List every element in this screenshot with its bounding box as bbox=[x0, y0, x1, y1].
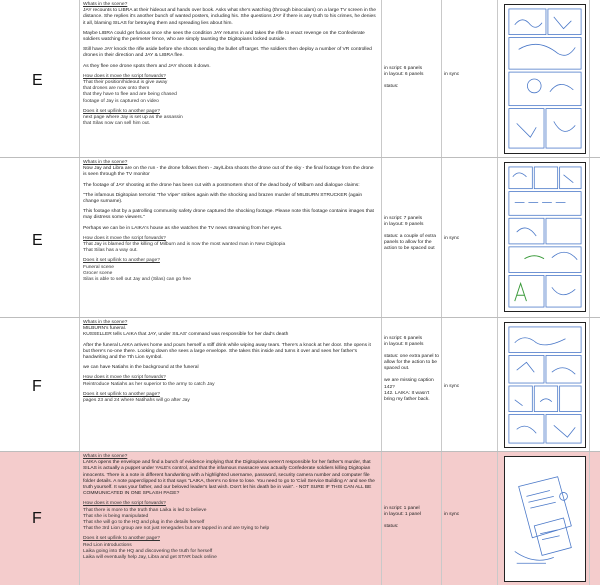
scene-paragraph: As they flee one drone spots them and JAY shoots it down. bbox=[83, 63, 211, 69]
sync-cell bbox=[442, 318, 498, 451]
page-letter-cell bbox=[0, 158, 80, 317]
page-letter: F bbox=[32, 510, 42, 527]
forwards-item: that drones are now onto them bbox=[83, 86, 150, 92]
note-line: 142. LAIKA: It wasn't bring my father back. bbox=[384, 390, 430, 402]
page-sketch-thumbnail bbox=[504, 322, 586, 448]
question-forwards: How does it move the script forwards? bbox=[83, 73, 166, 79]
panels-in-script: in script: 6 panels bbox=[384, 336, 423, 341]
status-label: status: bbox=[384, 354, 399, 360]
page-letter: E bbox=[32, 72, 43, 89]
scene-paragraph: Now Jay and Libra are on the run - the drone follows them - Jay/Libra shoots the drone out of the sky - the final footage from the drone is seen through the TV monitor bbox=[83, 166, 374, 178]
sync-cell bbox=[442, 158, 498, 317]
empty-cell bbox=[590, 452, 600, 585]
forwards-item: That she will go to the HQ and plug in the details herself bbox=[83, 520, 205, 526]
link-item: pages 23 and 24 where Natihahs will go after Jay bbox=[83, 398, 190, 404]
question-links: Does it set up/link to another page? bbox=[83, 108, 160, 114]
scene-description-cell bbox=[80, 158, 382, 317]
link-item: Funeral scene bbox=[83, 264, 114, 270]
page-letter-cell bbox=[0, 318, 80, 451]
link-item: next page where Jay is set up as the assassin bbox=[83, 115, 183, 121]
scene-paragraph: After the funeral LAIKA arrives home and pours herself a stiff drink while wiping away tears. There's a knock at her door. She opens it but there's no-one there. Looking down she sees a large envelope. She takes this inside and turns it over and sees her father's handwriting and the 7th Lion symbol. bbox=[83, 342, 371, 361]
status-line bbox=[384, 234, 439, 252]
page-letter: E bbox=[32, 232, 43, 249]
forwards-item: That she is being manipulated bbox=[83, 513, 149, 519]
question-scene: Whats in the scene? bbox=[83, 320, 128, 325]
scene-paragraph: JAY recounts to LIBRA at their hideout and hands over book. Asks what she's watching (through binoculars) on a large TV screen in the distance. She replies it's another bunch of wanted posters, including his. She questions JAY if there is any truth to his crimes, he denies it all, blaming SILAS for betraying them and spreading lies about him. bbox=[83, 8, 376, 26]
forwards-item: That the 3rd Lion group are not just renegades but are tapped in and are trying to help bbox=[83, 526, 270, 532]
link-item: that Silas now can sell him out. bbox=[83, 121, 151, 127]
panel-count-cell bbox=[382, 0, 442, 157]
link-item: Red Lion introductions bbox=[83, 542, 132, 548]
link-item: Laika going into the HQ and discovering the truth for herself bbox=[83, 548, 213, 554]
scene-paragraph: KUSSELLER tells LAIKA that JAY, under SILAS' command was responsible for her dad's death bbox=[83, 332, 289, 338]
page-sketch-thumbnail bbox=[504, 456, 586, 582]
question-forwards: How does it move the script forwards? bbox=[83, 235, 166, 241]
panel-count-cell bbox=[382, 158, 442, 317]
scene-paragraph: Still have JAY knock the rifle aside before she shoots sending the bullet off target. The soldiers then deploy a number of VR controlled drones in their direction and JAY & LIBRA flee. bbox=[83, 47, 372, 59]
question-links: Does it set up/link to another page? bbox=[83, 391, 160, 397]
forwards-item: That their position/hideout is give away bbox=[83, 80, 168, 86]
question-scene: Whats in the scene? bbox=[83, 2, 128, 7]
page-sketch-thumbnail bbox=[504, 4, 586, 154]
scene-description-cell bbox=[80, 452, 382, 585]
scene-paragraph: MILBURN's funeral. bbox=[83, 326, 127, 332]
sync-cell bbox=[442, 452, 498, 585]
panels-in-script: in script: 6 panels bbox=[384, 66, 423, 71]
thumbnail-cell bbox=[498, 318, 590, 451]
thumbnail-cell bbox=[498, 0, 590, 157]
question-forwards: How does it move the script forwards? bbox=[83, 375, 166, 381]
sync-status: in sync bbox=[444, 236, 460, 241]
empty-cell bbox=[590, 318, 600, 451]
note-line: we are missing caption 142? bbox=[384, 378, 434, 390]
sync-status: in sync bbox=[444, 512, 460, 517]
status-line bbox=[384, 354, 439, 372]
panels-in-layout: in layout: 6 panels bbox=[384, 72, 424, 78]
panel-count-cell bbox=[382, 452, 442, 585]
link-item: Grocer scene bbox=[83, 270, 113, 276]
panels-in-layout: in layout: 8 panels bbox=[384, 342, 424, 348]
status-label: status: bbox=[384, 524, 399, 530]
scene-paragraph: LAIKA opens the envelope and find a bunch of evidence implying that the Digitopians weren't responsible for her father's murder, that SILAS is actually a puppet under YALE's control, and that the infamous massacre was actually Confederate soldiers killing Digitopian innocents. There is a note in different handwriting with a highlighted username, password, security camera number and computer file folder details. A note paperclipped to it that says "LAIKA, there's no time to lose. You need to go to 'Civil Service Building A' and see the truth yourself. It was your father, and our beloved leader's last wish. Don't let his death be in vain". - NOT SURE IF THIS CAN ALL BE COMMUNICATED IN ONE SPLASH PAGE? bbox=[83, 460, 375, 497]
status-text: one extra panel to allow for the action to be spaced out. bbox=[384, 354, 439, 372]
panels-in-script: in script: 7 panels bbox=[384, 216, 423, 221]
empty-cell bbox=[590, 0, 600, 157]
scene-paragraph: we can have Natiahs in the background at the funeral bbox=[83, 365, 199, 371]
sync-status: in sync bbox=[444, 72, 460, 77]
sync-cell bbox=[442, 0, 498, 157]
thumbnail-cell bbox=[498, 158, 590, 317]
sync-status: in sync bbox=[444, 384, 460, 389]
scene-paragraph: Maybe LIBRA could get furious once she sees the condition JAY returns in and takes the rifle to enact revenge on the Confederate soldiers watching the perimeter fence, who are simply taunting the Digitopians locked outside. bbox=[83, 30, 365, 43]
forwards-item: Reintroduce Natiahs as her superior to the army to catch Jay bbox=[83, 381, 215, 387]
scene-description-cell bbox=[80, 0, 382, 157]
script-row bbox=[0, 158, 600, 318]
question-scene: Whats in the scene? bbox=[83, 454, 128, 459]
status-label: status: bbox=[384, 84, 399, 90]
script-row-highlighted bbox=[0, 452, 600, 585]
scene-paragraph: This footage shot by a patrolling community safety drone captured the shocking footage. Please note this footage contains images that may distress some viewers." bbox=[83, 209, 374, 221]
question-scene: Whats in the scene? bbox=[83, 160, 128, 165]
page-letter-cell bbox=[0, 0, 80, 157]
link-item: Silas is able to sell out Jay and (Silas) can go free bbox=[83, 277, 191, 283]
scene-paragraph: Perhaps we can be in LAIKA's house as she watches the TV news streaming from her eyes. bbox=[83, 225, 283, 231]
script-row bbox=[0, 0, 600, 158]
thumbnail-cell bbox=[498, 452, 590, 585]
scene-description-cell bbox=[80, 318, 382, 451]
question-forwards: How does it move the script forwards? bbox=[83, 501, 166, 507]
page-letter: F bbox=[32, 378, 42, 395]
forwards-item: That there is more to the truth than Laika is led to believe bbox=[83, 507, 207, 513]
panels-in-layout: in layout: 1 panel bbox=[384, 512, 421, 518]
question-links: Does it set up/link to another page? bbox=[83, 258, 160, 264]
forwards-item: footage of Jay is captured on video bbox=[83, 98, 159, 104]
forwards-item: That Silas has a way out. bbox=[83, 248, 138, 254]
page-sketch-thumbnail bbox=[504, 162, 586, 312]
panel-count-cell bbox=[382, 318, 442, 451]
forwards-item: That Jay is blamed for the killing of Milburn and is now the most wanted man in New Digitopia bbox=[83, 242, 286, 248]
script-row bbox=[0, 318, 600, 452]
panels-in-script: in script: 1 panel bbox=[384, 506, 420, 511]
scene-paragraph: "The infamous Digitopian terrorist 'The Viper' strikes again with the shocking and brazen murder of MILBURN STRUCKER (again change surname). bbox=[83, 192, 363, 205]
forwards-item: that they have to flee and are being chased bbox=[83, 92, 177, 98]
status-label: status: bbox=[384, 234, 399, 240]
question-links: Does it set up/link to another page? bbox=[83, 536, 160, 542]
panels-in-layout: in layout: 9 panels bbox=[384, 222, 424, 228]
scene-paragraph: The footage of JAY shooting at the drone has been cut with a postmortem shot of the dead body of Milburn and dialogue claims: bbox=[83, 182, 360, 188]
empty-cell bbox=[590, 158, 600, 317]
link-item: Laika will eventually help Jay, Libra and get STAR back online bbox=[83, 555, 217, 561]
page-letter-cell bbox=[0, 452, 80, 585]
status-text: a couple of extra panels to allow for the action to be spaced out bbox=[384, 234, 436, 252]
